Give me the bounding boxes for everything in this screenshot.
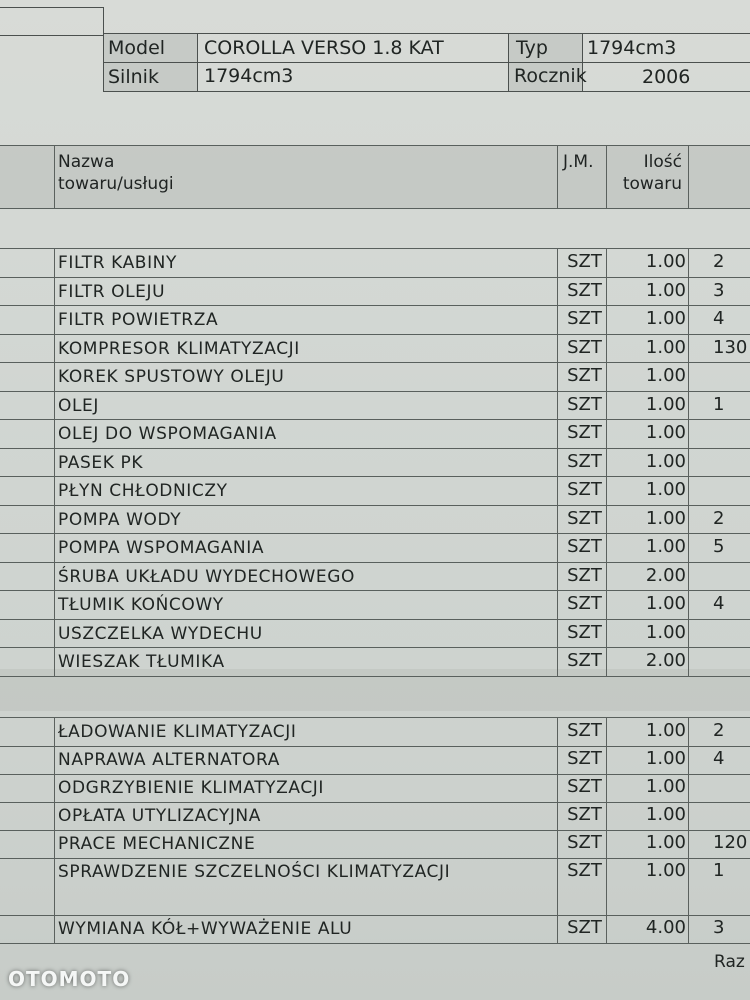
part-name: PŁYN CHŁODNICZY <box>58 481 228 501</box>
part-name: POMPA WSPOMAGANIA <box>58 538 265 558</box>
part-name: KOREK SPUSTOWY OLEJU <box>58 367 285 387</box>
header-name-line-2: towaru/usługi <box>58 174 174 194</box>
service-row <box>0 774 750 802</box>
service-price: 2 <box>713 720 725 741</box>
engine-label: Silnik <box>108 66 159 88</box>
services-column-divider <box>688 717 689 943</box>
part-row <box>0 363 750 391</box>
part-unit: SZT <box>567 450 602 472</box>
service-row <box>0 830 750 858</box>
service-name: NAPRAWA ALTERNATORA <box>58 750 280 770</box>
service-name: ŁADOWANIE KLIMATYZACJI <box>58 722 297 742</box>
part-unit: SZT <box>567 536 602 557</box>
header-qty-line-2: towaru <box>622 174 682 194</box>
header-quantity <box>612 151 682 195</box>
service-unit: SZT <box>567 832 602 853</box>
part-row <box>0 477 750 505</box>
model-value: COROLLA VERSO 1.8 KAT <box>204 37 444 59</box>
service-unit: SZT <box>567 860 602 881</box>
services-column-divider <box>54 717 55 943</box>
part-quantity: 2.00 <box>645 564 686 586</box>
part-price: 5 <box>713 536 725 557</box>
part-quantity: 1.00 <box>645 279 686 301</box>
service-quantity: 1.00 <box>645 720 686 741</box>
part-price: 2 <box>713 251 725 272</box>
part-row <box>0 563 750 591</box>
part-unit: SZT <box>567 564 602 586</box>
service-quantity: 1.00 <box>645 776 686 797</box>
header-bottom-line <box>0 208 750 209</box>
part-unit: SZT <box>567 621 602 643</box>
part-name: FILTR KABINY <box>58 253 177 273</box>
part-row <box>0 506 750 534</box>
part-quantity: 1.00 <box>645 621 686 643</box>
part-name: KOMPRESOR KLIMATYZACJI <box>58 338 300 359</box>
part-price: 2 <box>713 507 725 529</box>
part-unit: SZT <box>567 593 602 614</box>
part-row <box>0 591 750 619</box>
parts-column-divider <box>606 248 607 677</box>
part-row <box>0 648 750 676</box>
service-quantity: 4.00 <box>645 917 686 938</box>
part-row-line <box>0 676 750 677</box>
header-unit-divider <box>557 145 558 208</box>
part-quantity: 1.00 <box>645 365 686 386</box>
service-name: ODGRZYBIENIE KLIMATYZACJI <box>58 778 325 798</box>
vehicle-border-bottom <box>103 91 750 92</box>
cutoff-label: Raz <box>714 952 745 972</box>
service-row-line <box>0 943 750 944</box>
service-name: OPŁATA UTYLIZACYJNA <box>58 806 261 826</box>
part-name: FILTR OLEJU <box>58 281 166 302</box>
header-name-line-1: Nazwa <box>58 152 115 172</box>
part-quantity: 1.00 <box>645 336 686 358</box>
type-value: 1794cm3 <box>587 37 677 59</box>
part-name: ŚRUBA UKŁADU WYDECHOWEGO <box>58 566 356 587</box>
service-name: WYMIANA KÓŁ+WYWAŻENIE ALU <box>58 919 353 939</box>
part-row <box>0 620 750 648</box>
parts-column-divider <box>54 248 55 677</box>
part-row <box>0 392 750 420</box>
part-quantity: 1.00 <box>645 479 686 500</box>
service-unit: SZT <box>567 917 602 938</box>
part-name: OLEJ <box>58 395 100 416</box>
part-unit: SZT <box>567 279 602 301</box>
vehicle-border-left <box>103 7 104 92</box>
service-price: 120 <box>713 832 748 853</box>
vehicle-border-middle <box>103 62 750 63</box>
year-value: 2006 <box>642 66 691 88</box>
otomoto-watermark: OTOMOTO <box>8 967 131 991</box>
type-label: Typ <box>516 37 548 59</box>
part-name: TŁUMIK KOŃCOWY <box>58 595 224 615</box>
part-name: POMPA WODY <box>58 509 182 530</box>
part-unit: SZT <box>567 308 602 329</box>
part-row <box>0 249 750 277</box>
part-row <box>0 335 750 363</box>
vehicle-divider-1 <box>197 33 198 91</box>
parts-column-divider <box>557 248 558 677</box>
service-quantity: 1.00 <box>645 860 686 881</box>
service-name: SPRAWDZENIE SZCZELNOŚCI KLIMATYZACJI <box>58 862 451 882</box>
header-unit: J.M. <box>563 152 594 172</box>
service-quantity: 1.00 <box>645 748 686 769</box>
services-column-divider <box>557 717 558 943</box>
part-name: USZCZELKA WYDECHU <box>58 623 263 644</box>
part-row <box>0 534 750 562</box>
part-name: OLEJ DO WSPOMAGANIA <box>58 424 277 444</box>
header-name-divider <box>54 145 55 208</box>
part-row <box>0 449 750 477</box>
engine-value: 1794cm3 <box>204 65 294 87</box>
part-row <box>0 420 750 448</box>
part-quantity: 1.00 <box>645 593 686 614</box>
service-name: PRACE MECHANICZNE <box>58 834 256 854</box>
part-unit: SZT <box>567 479 602 500</box>
service-row <box>0 746 750 774</box>
vehicle-divider-2 <box>508 33 509 91</box>
header-qty-line-1: Ilość <box>643 152 682 172</box>
service-unit: SZT <box>567 804 602 825</box>
year-label: Rocznik <box>514 65 587 87</box>
part-unit: SZT <box>567 422 602 443</box>
part-name: FILTR POWIETRZA <box>58 310 219 330</box>
parts-column-divider <box>688 248 689 677</box>
service-row <box>0 718 750 746</box>
part-row <box>0 306 750 334</box>
part-quantity: 1.00 <box>645 422 686 443</box>
service-row <box>0 858 750 916</box>
part-row <box>0 278 750 306</box>
header-price-divider <box>688 145 689 208</box>
vehicle-info-table <box>0 0 750 100</box>
vehicle-border-mid-left <box>0 35 103 36</box>
vehicle-border-top <box>103 33 750 34</box>
services-column-divider <box>606 717 607 943</box>
part-price: 4 <box>713 308 725 329</box>
service-unit: SZT <box>567 720 602 741</box>
part-price: 4 <box>713 593 725 614</box>
part-price: 1 <box>713 393 725 415</box>
part-price: 3 <box>713 279 725 301</box>
header-name <box>58 151 174 195</box>
part-quantity: 2.00 <box>645 650 686 671</box>
service-quantity: 1.00 <box>645 804 686 825</box>
part-quantity: 1.00 <box>645 507 686 529</box>
part-quantity: 1.00 <box>645 393 686 415</box>
service-price: 4 <box>713 748 725 769</box>
service-price: 3 <box>713 917 725 938</box>
service-row <box>0 915 750 943</box>
part-unit: SZT <box>567 650 602 671</box>
part-quantity: 1.00 <box>645 251 686 272</box>
part-unit: SZT <box>567 393 602 415</box>
part-quantity: 1.00 <box>645 536 686 557</box>
service-row <box>0 802 750 830</box>
part-unit: SZT <box>567 365 602 386</box>
vehicle-border-top-left <box>0 7 103 8</box>
header-qty-divider <box>606 145 607 208</box>
service-quantity: 1.00 <box>645 832 686 853</box>
part-unit: SZT <box>567 336 602 358</box>
service-unit: SZT <box>567 748 602 769</box>
part-price: 130 <box>713 336 748 358</box>
part-quantity: 1.00 <box>645 450 686 472</box>
part-unit: SZT <box>567 251 602 272</box>
service-price: 1 <box>713 860 725 881</box>
header-top-line <box>0 145 750 146</box>
part-name: PASEK PK <box>58 452 144 473</box>
part-quantity: 1.00 <box>645 308 686 329</box>
service-unit: SZT <box>567 776 602 797</box>
model-label: Model <box>108 37 166 59</box>
part-unit: SZT <box>567 507 602 529</box>
part-name: WIESZAK TŁUMIKA <box>58 652 225 672</box>
